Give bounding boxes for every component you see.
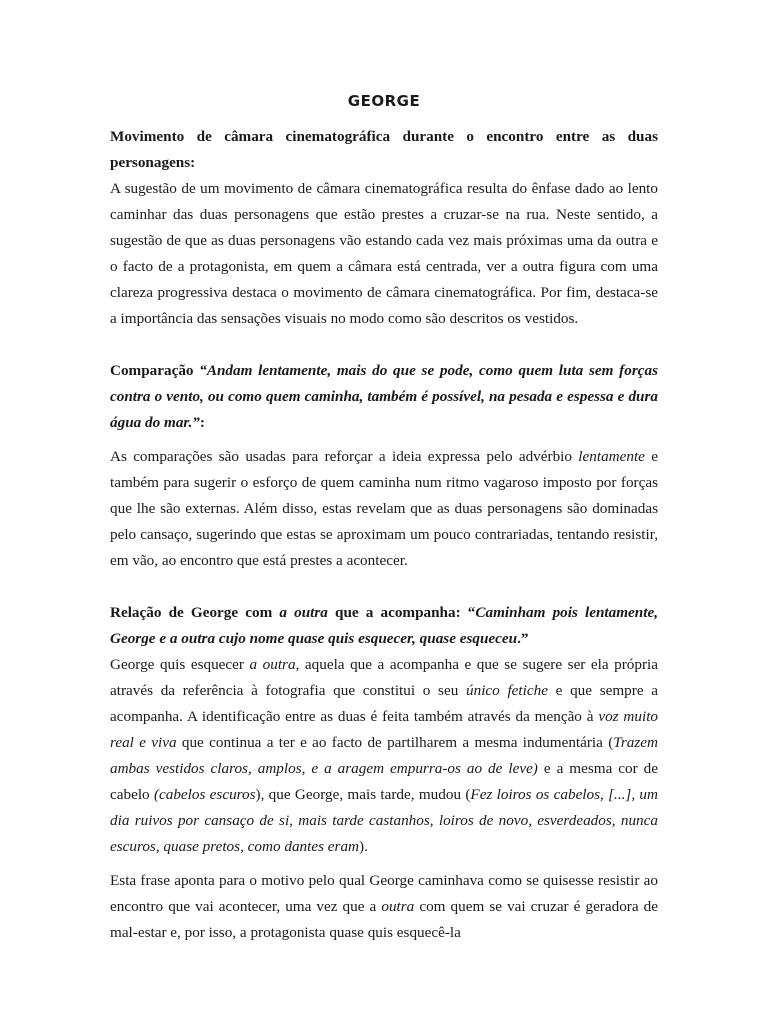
- section-body-camera: A sugestão de um movimento de câmara cinematográfica resulta do ênfase dado ao lento caminhar das duas personagens que estão prestes a cruzar-se na rua. Neste sentido, a sugestão de que as duas personagens vão estando cada vez mais próximas uma da outra e o facto de a protagonista, em quem a câmara está centrada, ver a outra figura com uma clareza progressiva destaca o movimento de câmara cinematográfica. Por fim, destaca-se a importância das sensações visuais no modo como são descritos os vestidos.: [110, 180, 658, 327]
- section-body-conclusion: Esta frase aponta para o motivo pelo qual George caminhava como se quisesse resistir ao encontro que vai acontecer, uma vez que a outra com quem se vai cruzar é geradora de mal-estar e, por isso, a protagonista quase quis esquecê-la: [110, 872, 658, 941]
- document-page: [110, 86, 658, 946]
- section-heading-camera: Movimento de câmara cinematográfica durante o encontro entre as duas personagens:: [110, 128, 658, 171]
- section-body-relation: George quis esquecer a outra, aquela que a acompanha e que se sugere ser ela própria através da referência à fotografia que constitui o seu único fetiche e que sempre a acompanha. A identificação entre as duas é feita também através da menção à voz muito real e viva que continua a ter e ao facto de partilharem a mesma indumentária (Trazem ambas vestidos claros, amplos, e a aragem empurra-os ao de leve) e a mesma cor de cabelo (cabelos escuros), que George, mais tarde, mudou (Fez loiros os cabelos, [...], um dia ruivos por cansaço de si, mais tarde castanhos, loiros de novo, esverdeados, nunca escuros, quase pretos, como dantes eram).: [110, 656, 659, 855]
- section-heading-comparison: Comparação “Andam lentamente, mais do que se pode, como quem luta sem forças contra o vento, ou como quem caminha, também é possível, na pesada e espessa e dura água do mar.”:: [110, 362, 658, 431]
- document-title: GEORGE: [347, 92, 421, 110]
- section-body-comparison: As comparações são usadas para reforçar a ideia expressa pelo advérbio lentamente e também para sugerir o esforço de quem caminha num ritmo vagaroso imposto por forças que lhe são externas. Além disso, estas revelam que as duas personagens são dominadas pelo cansaço, sugerindo que estas se aproximam um pouco contrariadas, tentando resistir, em vão, ao encontro que está prestes a acontecer.: [110, 448, 658, 569]
- section-heading-relation: Relação de George com a outra que a acompanha: “Caminham pois lentamente, George e a outra cujo nome quase quis esquecer, quase esqueceu.”: [110, 604, 659, 647]
